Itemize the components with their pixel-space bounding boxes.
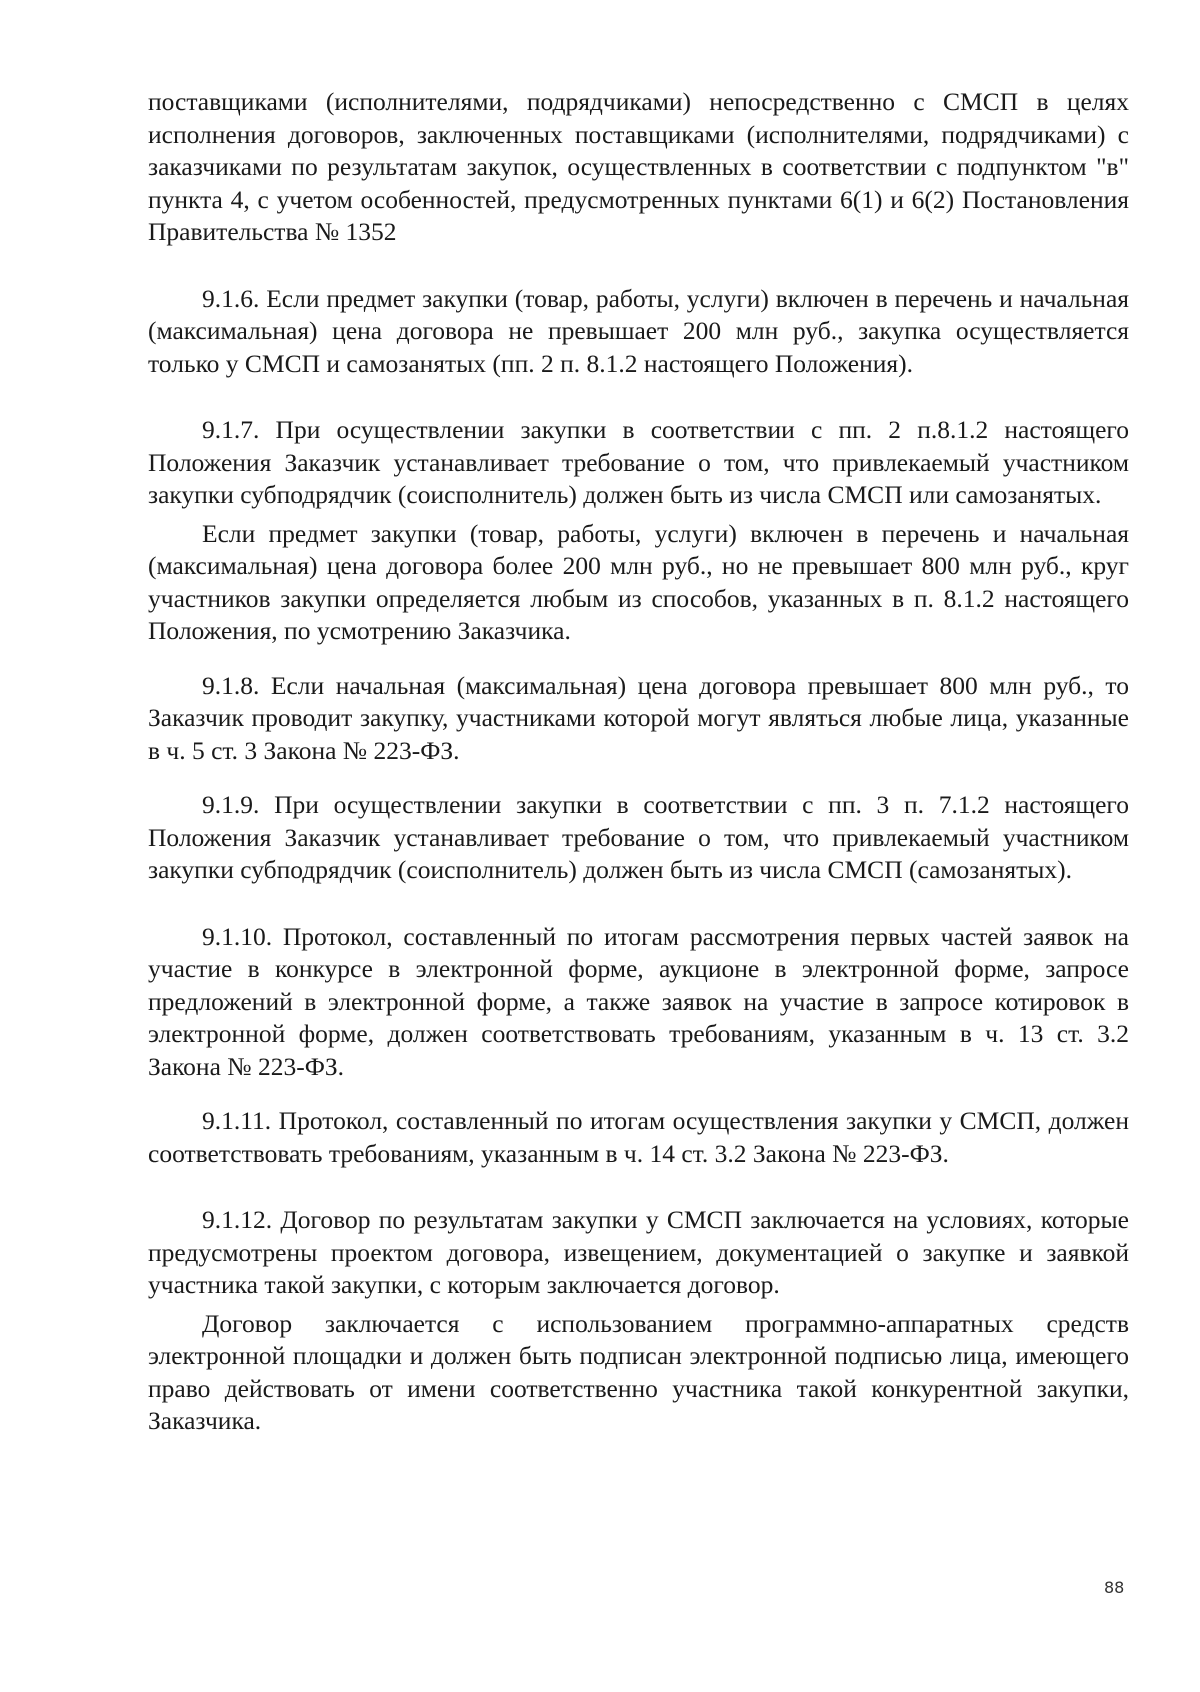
paragraph-9-1-7: 9.1.7. При осуществлении закупки в соответствии с пп. 2 п.8.1.2 настоящего Положения Заказчик устанавливает требование о том, что привлекаемый участником закупки субподрядчик (соисполнитель) должен быть из числа СМСП или самозанятых. — [148, 415, 1129, 509]
paragraph-9-1-12-continued: Договор заключается с использованием программно-аппаратных средств электронной площадки и должен быть подписан электронной подписью лица, имеющего право действовать от имени соответственно участника такой конкурентной закупки, Заказчика. — [148, 1308, 1129, 1435]
paragraph-9-1-7-continued: Если предмет закупки (товар, работы, услуги) включен в перечень и начальная (максимальная) цена договора более 200 млн руб., но не превышает 800 млн руб., круг участников закупки определяется любым из способов, указанных в п. 8.1.2 настоящего Положения, по усмотрению Заказчика. — [148, 518, 1129, 645]
paragraph-9-1-6: 9.1.6. Если предмет закупки (товар, работы, услуги) включен в перечень и начальная (максимальная) цена договора не превышает 200 млн руб., закупка осуществляется только у СМСП и самозанятых (пп. 2 п. 8.1.2 настоящего Положения). — [148, 283, 1129, 378]
paragraph-9-1-11: 9.1.11. Протокол, составленный по итогам осуществления закупки у СМСП, должен соответствовать требованиям, указанным в ч. 14 ст. 3.2 Закона № 223-ФЗ. — [148, 1106, 1129, 1168]
paragraph-9-1-9: 9.1.9. При осуществлении закупки в соответствии с пп. 3 п. 7.1.2 настоящего Положения Заказчик устанавливает требование о том, что привлекаемый участником закупки субподрядчик (соисполнитель) должен быть из числа СМСП (самозанятых). — [148, 790, 1129, 884]
paragraph-9-1-12: 9.1.12. Договор по результатам закупки у СМСП заключается на условиях, которые предусмотрены проектом договора, извещением, документацией о закупке и заявкой участника такой закупки, с которым заключается договор. — [148, 1205, 1129, 1299]
paragraph-continuation: поставщиками (исполнителями, подрядчиками) непосредственно с СМСП в целях исполнения договоров, заключенных поставщиками (исполнителями, подрядчиками) с заказчиками по результатам закупок, осуществленных в соответствии с подпунктом "в" пункта 4, с учетом особенностей, предусмотренных пунктами 6(1) и 6(2) Постановления Правительства № 1352 — [148, 87, 1129, 246]
paragraph-9-1-8: 9.1.8. Если начальная (максимальная) цена договора превышает 800 млн руб., то Заказчик проводит закупку, участниками которой могут являться любые лица, указанные в ч. 5 ст. 3 Закона № 223-ФЗ. — [148, 670, 1129, 765]
document-body — [148, 86, 1129, 1438]
page-number: 88 — [1104, 1578, 1125, 1597]
paragraph-9-1-10: 9.1.10. Протокол, составленный по итогам рассмотрения первых частей заявок на участие в конкурсе в электронной форме, аукционе в электронной форме, запросе предложений в электронной форме, а также заявок на участие в запросе котировок в электронной форме, должен соответствовать требованиям, указанным в ч. 13 ст. 3.2 Закона № 223-ФЗ. — [148, 921, 1129, 1081]
